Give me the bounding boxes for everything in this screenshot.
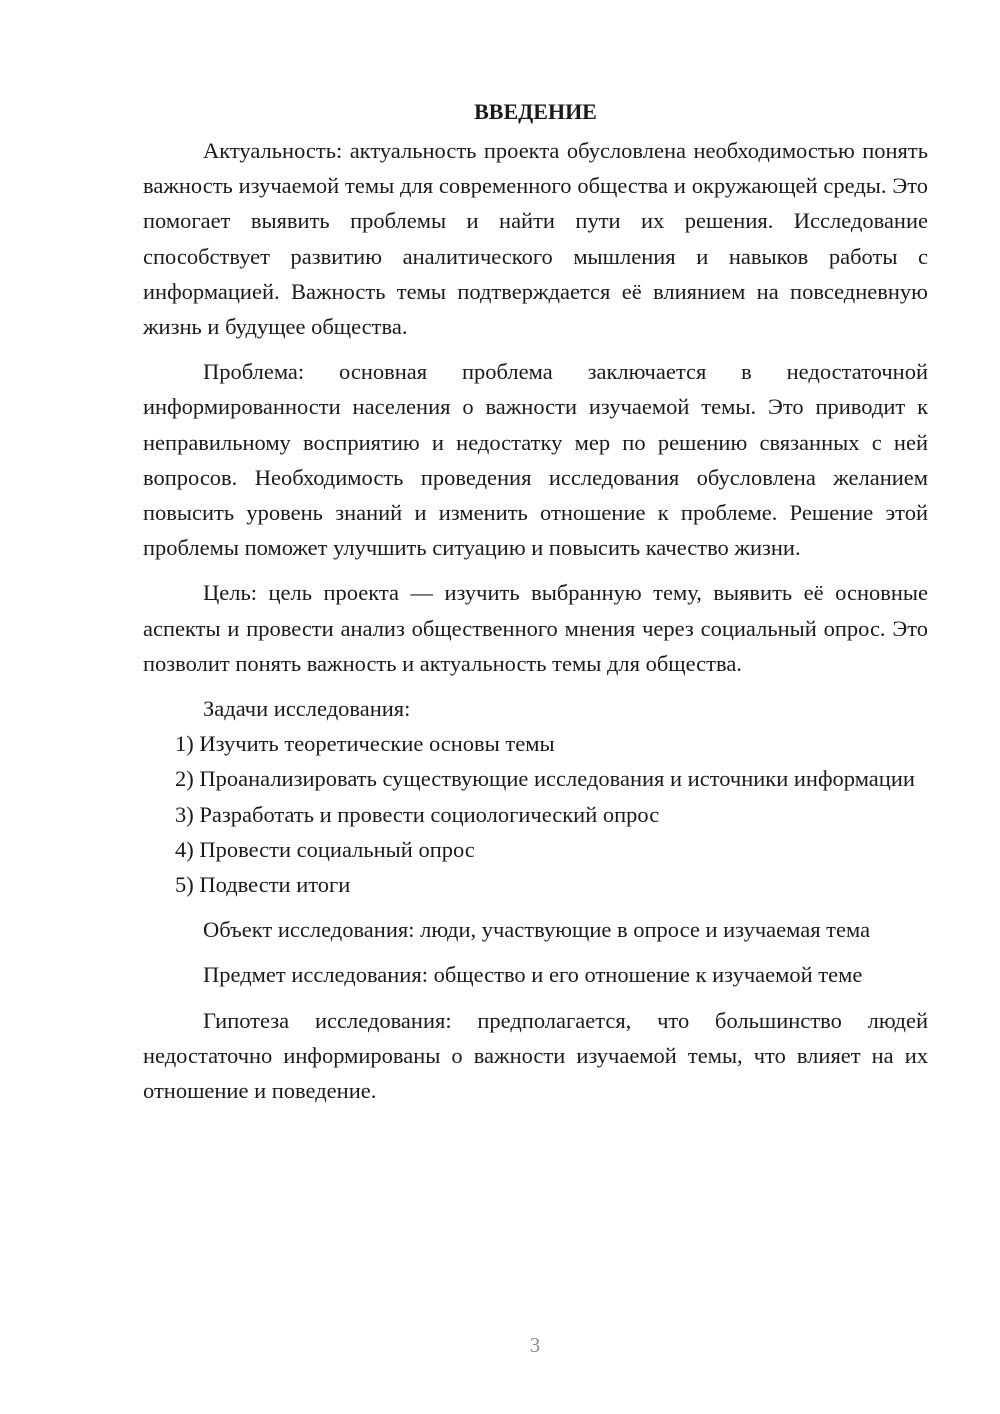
page-title: ВВЕДЕНИЕ [474,99,597,124]
tasks-heading: Задачи исследования: [203,696,411,722]
task-item-4: 4) Провести социальный опрос [175,836,475,862]
page-content [143,94,928,1108]
task-item-2: 2) Проанализировать существующие исследования и источники информации [175,766,915,792]
paragraph-relevance: Актуальность: актуальность проекта обусловлена необходимостью понять важность изучаемой темы для современного общества и окружающей среды. Это помогает выявить проблемы и найти пути их решения. Исследование способствует развитию аналитического мышления и навыков работы с информацией. Важность темы подтверждается её влиянием на повседневную жизнь и будущее общества. [143,138,928,340]
paragraph-object: Объект исследования: люди, участвующие в опросе и изучаемая тема [203,917,871,943]
paragraph-goal: Цель: цель проекта — изучить выбранную тему, выявить её основные аспекты и провести анализ общественного мнения через социальный опрос. Это позволит понять важность и актуальность темы для общества. [143,580,928,676]
task-item-1: 1) Изучить теоретические основы темы [175,731,555,757]
page-number: 3 [529,1333,541,1357]
paragraph-hypothesis: Гипотеза исследования: предполагается, что большинство людей недостаточно информированы о важности изучаемой темы, что влияет на их отношение и поведение. [143,1007,928,1104]
task-item-5: 5) Подвести итоги [175,872,351,898]
paragraph-subject: Предмет исследования: общество и его отношение к изучаемой теме [203,962,863,988]
task-item-3: 3) Разработать и провести социологический опрос [175,801,660,827]
paragraph-problem: Проблема: основная проблема заключается в недостаточной информированности населения о важности изучаемой темы. Это приводит к неправильному восприятию и недостатку мер по решению связанных с ней вопросов. Необходимость проведения исследования обусловлена желанием повысить уровень знаний и изменить отношение к проблеме. Решение этой проблемы поможет улучшить ситуацию и повысить качество жизни. [143,359,928,561]
